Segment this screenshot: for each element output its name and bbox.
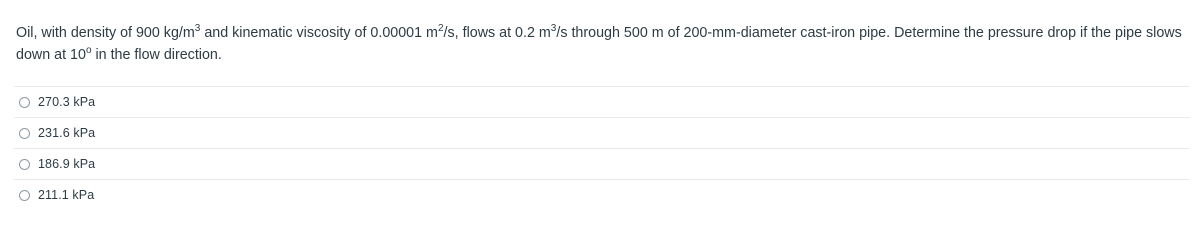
question-part-1: Oil, with density of 900 kg/m <box>16 25 195 41</box>
radio-button-icon[interactable] <box>19 128 30 139</box>
question-sup-1: 3 <box>194 23 201 35</box>
answer-label[interactable]: 211.1 kPa <box>38 188 95 202</box>
question-part-4: /s through 500 m of 200-mm-diameter cast-iron pipe. Determine the pressure drop if the pipe slows down at 10 <box>16 25 1182 63</box>
answer-label[interactable]: 270.3 kPa <box>38 95 96 109</box>
answer-option-3[interactable] <box>14 148 1190 179</box>
question-sup-2: 2 <box>437 23 444 35</box>
radio-button-icon[interactable] <box>19 159 30 170</box>
answer-option-4[interactable] <box>14 179 1190 210</box>
question-sup-3: 3 <box>550 23 557 35</box>
answer-option-2[interactable] <box>14 117 1190 148</box>
radio-button-icon[interactable] <box>19 97 30 108</box>
answer-label[interactable]: 186.9 kPa <box>38 157 96 171</box>
answer-option-1[interactable] <box>14 86 1190 117</box>
question-sup-4: o <box>85 45 92 57</box>
question-part-2: and kinematic viscosity of 0.00001 m <box>200 25 438 41</box>
question-part-3: /s, flows at 0.2 m <box>443 25 551 41</box>
radio-button-icon[interactable] <box>19 190 30 201</box>
question-part-5: in the flow direction. <box>91 47 222 63</box>
answer-label[interactable]: 231.6 kPa <box>38 126 96 140</box>
question-text <box>16 22 1188 66</box>
answer-list <box>14 86 1190 210</box>
